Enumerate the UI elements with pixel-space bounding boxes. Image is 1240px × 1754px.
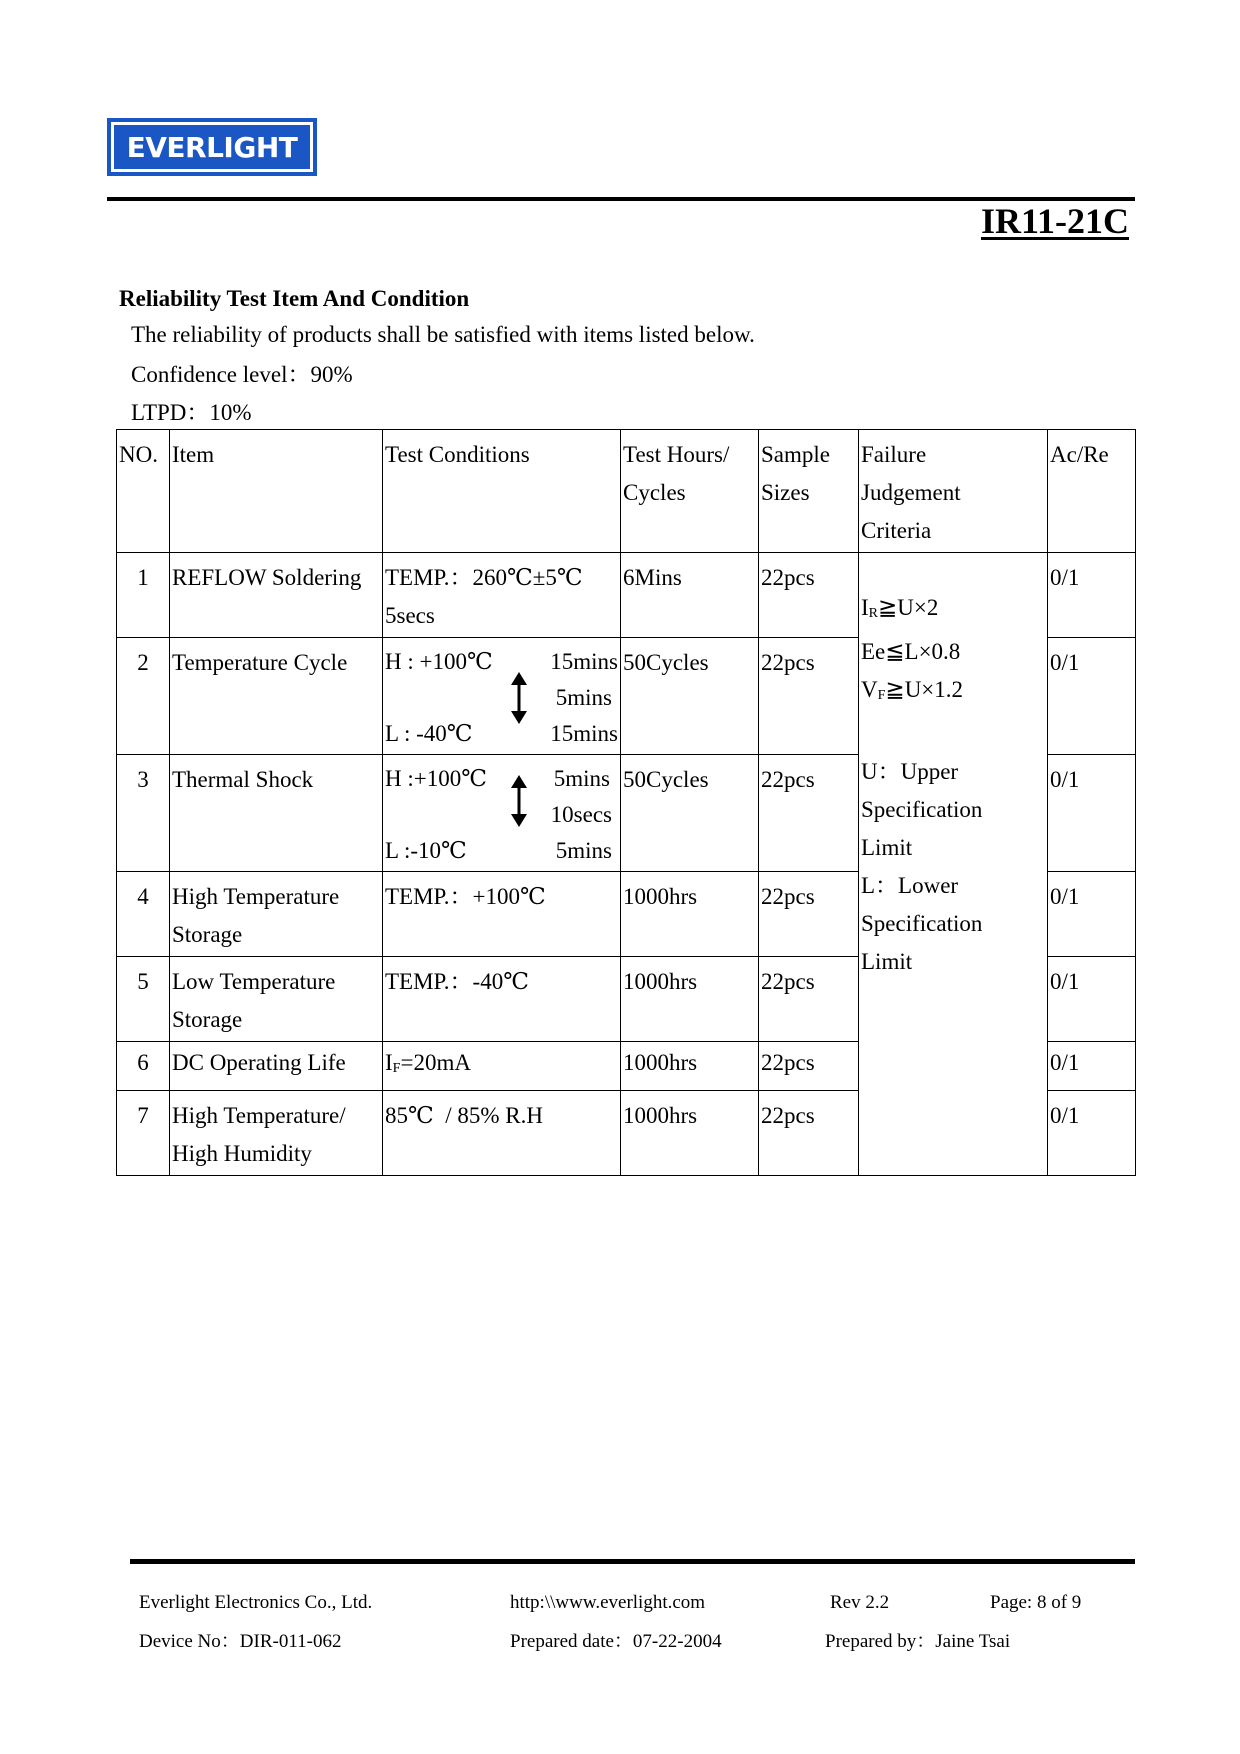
logo-text: EVERLIGHT — [111, 122, 313, 172]
row-no: 7 — [117, 1091, 170, 1176]
row-no: 5 — [117, 957, 170, 1042]
criteria-upper-limit: Limit — [861, 835, 913, 860]
everlight-logo — [107, 118, 317, 176]
row-conditions: $I_F=20mA$ — [383, 1042, 621, 1091]
row-no: 6 — [117, 1042, 170, 1091]
header-sample-l1: Sample — [761, 442, 830, 467]
part-number: IR11-21C — [980, 201, 1129, 241]
header-hours-l1: Test Hours/ — [623, 442, 730, 467]
row-acre: 0/1 — [1048, 957, 1136, 1042]
table-row — [117, 553, 1136, 638]
footer-prepared-date: Prepared date：07-22-2004 — [510, 1631, 722, 1652]
cond-transition-time: 5mins — [555, 685, 612, 710]
cond-high-time: 5mins — [553, 766, 610, 791]
criteria-upper-spec: Specification — [861, 797, 983, 822]
footer-company: Everlight Electronics Co., Ltd. — [139, 1592, 373, 1613]
row-no: 4 — [117, 872, 170, 957]
row-conditions — [383, 638, 621, 755]
footer-prepared-by: Prepared by：Jaine Tsai — [825, 1631, 1011, 1652]
row-item: Low Temperature Storage — [170, 957, 383, 1042]
row-sample: 22pcs — [759, 638, 859, 755]
header-conditions: Test Conditions — [383, 430, 621, 553]
header-failure-l2: Judgement — [861, 480, 961, 505]
row-hours: 6Mins — [621, 553, 759, 638]
row-conditions: TEMP.：-40℃ — [383, 957, 621, 1042]
header-hours — [621, 430, 759, 553]
row-sample: 22pcs — [759, 1042, 859, 1091]
ltpd: LTPD：10% — [131, 400, 252, 425]
row-acre: 0/1 — [1048, 872, 1136, 957]
row-conditions — [383, 553, 621, 638]
row-hours: 1000hrs — [621, 1091, 759, 1176]
cond-low: L :-10℃ — [385, 838, 467, 863]
header-failure-l1: Failure — [861, 442, 927, 467]
row-item: Temperature Cycle — [170, 638, 383, 755]
criteria-lower-spec: Specification — [861, 911, 983, 936]
section-title: Reliability Test Item And Condition — [119, 286, 470, 311]
footer-rev: Rev 2.2 — [830, 1592, 890, 1613]
header-sample — [759, 430, 859, 553]
row-item: High Temperature Storage — [170, 872, 383, 957]
footer-url: http:\\www.everlight.com — [510, 1592, 706, 1613]
reliability-table — [116, 429, 1136, 1176]
cond-high-time: 15mins — [550, 649, 618, 674]
row-sample: 22pcs — [759, 755, 859, 872]
row-sample: 22pcs — [759, 553, 859, 638]
cond-low: L : -40℃ — [385, 721, 473, 746]
cond-low-time: 15mins — [550, 721, 618, 746]
row-conditions — [383, 755, 621, 872]
row-acre: 0/1 — [1048, 755, 1136, 872]
row-no: 3 — [117, 755, 170, 872]
row-sample: 22pcs — [759, 1091, 859, 1176]
row-acre: 0/1 — [1048, 553, 1136, 638]
header-acre: Ac/Re — [1048, 430, 1136, 553]
cond-line: 5secs — [385, 603, 435, 628]
row-item: REFLOW Soldering — [170, 553, 383, 638]
row-no: 1 — [117, 553, 170, 638]
footer-device-no: Device No：DIR-011-062 — [139, 1631, 342, 1652]
row-acre: 0/1 — [1048, 1042, 1136, 1091]
header-no: NO. — [117, 430, 170, 553]
criteria-vf: $V_F≧U\times 1.2$ — [861, 677, 964, 703]
cond-transition-time: 10secs — [550, 802, 612, 827]
header-sample-l2: Sizes — [761, 480, 810, 505]
row-item: DC Operating Life — [170, 1042, 383, 1091]
footer-page: Page: 8 of 9 — [990, 1592, 1082, 1613]
row-hours: 50Cycles — [621, 638, 759, 755]
table-header-row — [117, 430, 1136, 553]
cond-low-time: 5mins — [555, 838, 612, 863]
cond-high: H : +100℃ — [385, 649, 493, 674]
double-arrow-icon — [510, 672, 528, 724]
row-hours: 1000hrs — [621, 872, 759, 957]
row-hours: 50Cycles — [621, 755, 759, 872]
criteria-lower-limit: Limit — [861, 949, 913, 974]
row-hours: 1000hrs — [621, 1042, 759, 1091]
row-item: High Temperature/ High Humidity — [170, 1091, 383, 1176]
row-conditions: 85℃ / 85% R.H — [383, 1091, 621, 1176]
header-failure-l3: Criteria — [861, 518, 932, 543]
cond-line: TEMP.：260℃±5℃ — [385, 565, 583, 590]
row-acre: 0/1 — [1048, 1091, 1136, 1176]
row-sample: 22pcs — [759, 872, 859, 957]
criteria-upper: U：Upper — [861, 759, 959, 784]
criteria-ee: Ee≦L×0.8 — [861, 639, 961, 664]
double-arrow-icon — [510, 775, 528, 827]
header-item: Item — [170, 430, 383, 553]
row-conditions: TEMP.：+100℃ — [383, 872, 621, 957]
failure-criteria — [859, 553, 1048, 1176]
criteria-ir: $I_R≧U\times 2$ — [861, 595, 939, 621]
footer-rule — [130, 1559, 1135, 1564]
criteria-lower: L：Lower — [861, 873, 959, 898]
row-hours: 1000hrs — [621, 957, 759, 1042]
header-failure — [859, 430, 1048, 553]
cond-high: H :+100℃ — [385, 766, 487, 791]
header-hours-l2: Cycles — [623, 480, 686, 505]
row-sample: 22pcs — [759, 957, 859, 1042]
confidence-level: Confidence level：90% — [131, 362, 353, 387]
row-no: 2 — [117, 638, 170, 755]
intro-text: The reliability of products shall be satisfied with items listed below. — [131, 322, 755, 347]
row-item: Thermal Shock — [170, 755, 383, 872]
row-acre: 0/1 — [1048, 638, 1136, 755]
